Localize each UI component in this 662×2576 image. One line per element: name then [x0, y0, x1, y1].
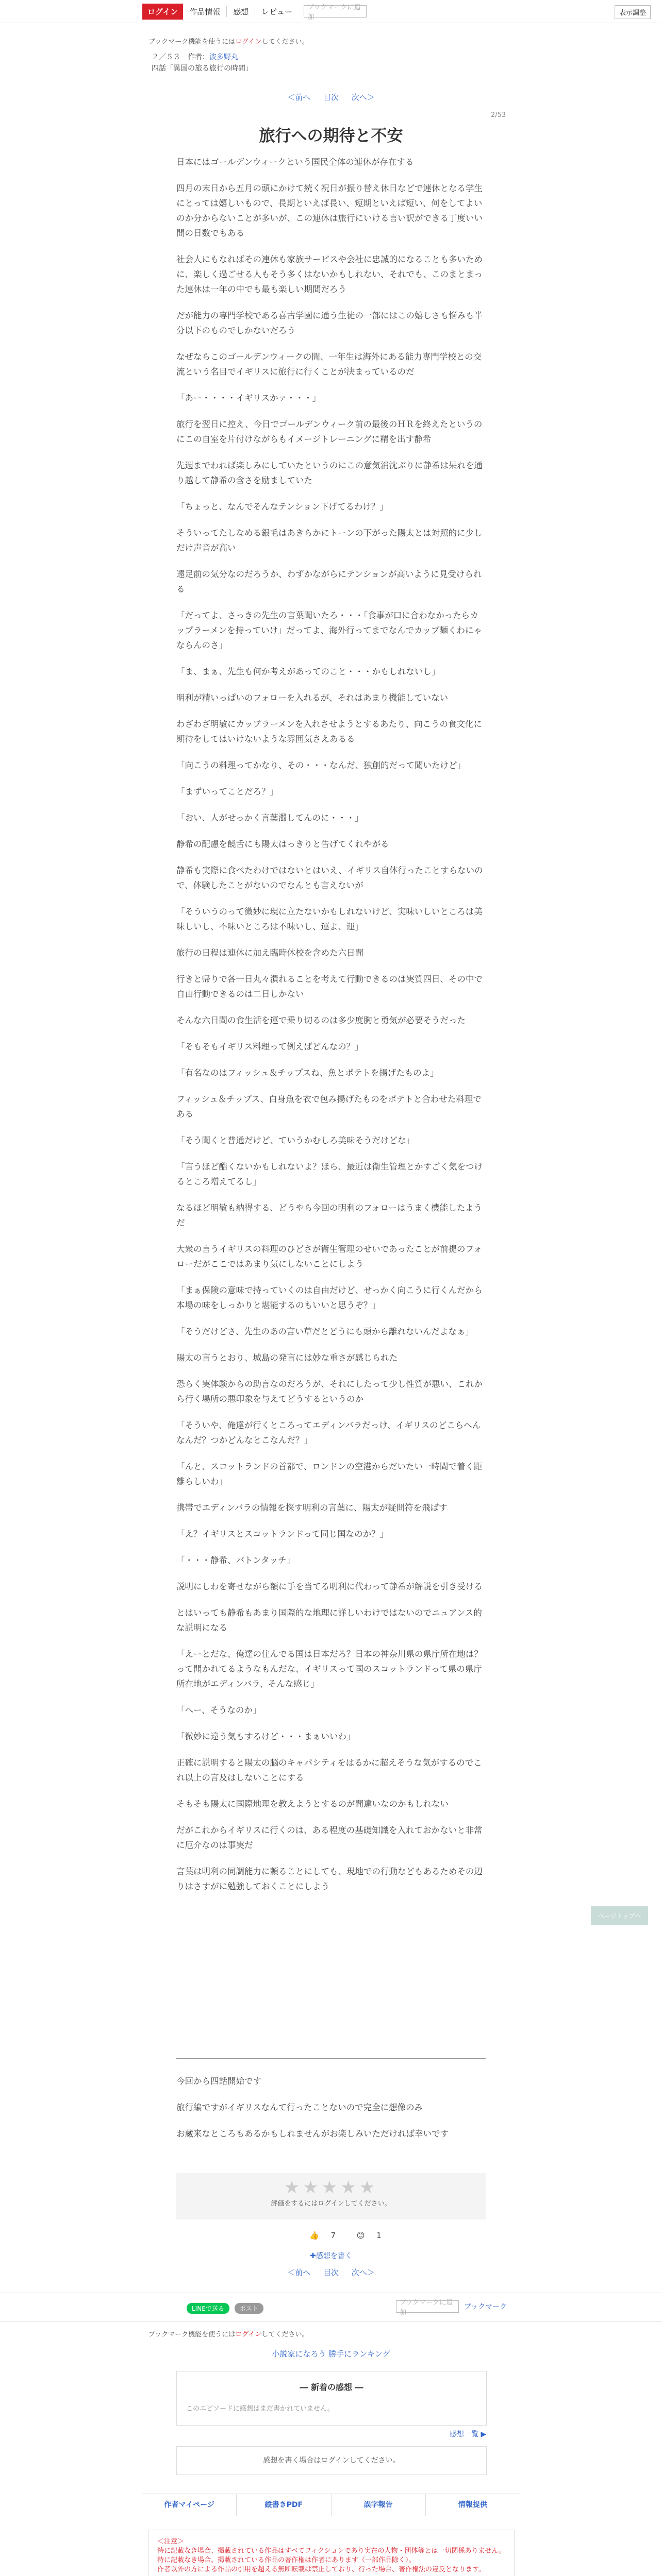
bookmark-add-input-bottom[interactable]: ブックマークに追加 [396, 2300, 459, 2313]
body-paragraph: 行きと帰りで各一日丸々潰れることを考えて行動できるのは実質四日、その中で自由行動できるのは二日しかない [176, 974, 483, 999]
body-paragraph: 「そうだけどさ、先生のあの言い草だとどうにも頭から離れないんだよなぁ」 [176, 1327, 474, 1336]
bookmark-login-note-bottom: ブックマーク機能を使うにはログインしてください。 [148, 2331, 309, 2338]
body-paragraph: フィッシュ＆チップス、白身魚を衣で包み揚げたものをポテトと合わせた料理である [176, 1094, 482, 1119]
body-paragraph: わざわざ明敏にカップラーメンを入れさせようとするあたり、向こうの食文化に期待をしてはいけないような雰囲気さえあるる [176, 719, 483, 744]
body-paragraph: 「ま、まぁ、先生も何か考えがあってのこと・・・かもしれないし」 [176, 667, 440, 676]
body-paragraph: 「言うほど酷くないかもしれないよ？ほら、最近は衛生管理とかすごく気をつけるところ増えてるし」 [176, 1162, 483, 1187]
bookmark-login-note: ブックマーク機能を使うにはログインしてください。 [148, 38, 309, 46]
thumbs-up-icon: 👍 [309, 2231, 319, 2240]
body-paragraph: 「おい、人がせっかく言葉濁してんのに・・・」 [176, 813, 363, 823]
pager-top [0, 92, 662, 103]
body-paragraph: 「まずいってことだろ？」 [176, 787, 278, 796]
bookmark-login-link[interactable]: ログイン [235, 38, 262, 46]
bookmark-link[interactable]: ブックマーク [464, 2303, 507, 2311]
reactions [309, 2231, 400, 2240]
author-menu [142, 2494, 520, 2516]
body-paragraph: 「あー・・・・イギリスかァ・・・」 [176, 393, 321, 403]
body-paragraph: 明利が精いっぱいのフォローを入れるが、それはあまり機能していない [176, 693, 449, 703]
ranking-link[interactable]: 小説家になろう 勝手にランキング [272, 2349, 390, 2359]
info-report-link[interactable]: 情報提供 [458, 2501, 487, 2509]
pager-bottom [0, 2267, 662, 2278]
novel-body [176, 155, 486, 1905]
body-paragraph: 言葉は明利の同調能力に頼ることにしても、現地での行動などもあるためその辺りはさすがに勉強しておくことにしよう [176, 1867, 483, 1891]
prev-link-bottom[interactable]: ＜前へ [287, 2268, 311, 2277]
afterword-paragraph: 旅行編ですがイギリスなんて行ったことないので完全に想像のみ [176, 2103, 423, 2112]
reviews-list-link[interactable]: 感想一覧 ▶ [450, 2430, 487, 2438]
author-mypage-link[interactable]: 作者マイページ [142, 2494, 237, 2516]
share-line-button[interactable]: LINEで送る [187, 2303, 229, 2314]
smile-icon: 😊 [356, 2231, 365, 2240]
login-button[interactable]: ログイン [142, 4, 183, 20]
new-reviews-title: ― 新着の感想 ― [300, 2382, 363, 2392]
body-paragraph: だがこれからイギリスに行くのは、ある程度の基礎知識を入れておかないと非常に厄介なのは事実だ [176, 1825, 483, 1850]
body-paragraph: 「有名なのはフィッシュ＆チップスね、魚とポテトを揚げたものよ」 [176, 1068, 439, 1078]
series-info: ２／５３ 作者：波多野丸 四話「異国の旅る旅行の時間」 [152, 52, 253, 74]
afterword-paragraph: 今回から四話開始です [176, 2076, 261, 2086]
notice-label: ＜注意＞ [157, 2538, 185, 2546]
body-paragraph: 「まぁ保険の意味で持っていくのは自由だけど、せっかく向こうに行くんだから本場の味をしっかりと堪能するのもいいと思うぞ？」 [176, 1285, 483, 1310]
thumbs-up-reaction[interactable]: 👍 7 [309, 2231, 336, 2240]
next-link-bottom[interactable]: 次へ＞ [351, 2268, 375, 2277]
chapter-title: 四話「異国の旅る旅行の時間」 [152, 64, 253, 73]
display-setting-button[interactable]: 表示調整 [615, 5, 651, 19]
body-paragraph: だが能力の専門学校である喜古学園に通う生徒の一部にはこの嬉しさも悩みも半分以下のものでしかないだろう [176, 311, 483, 335]
body-paragraph: 旅行の日程は連休に加え臨時休校を含めた六日間 [176, 948, 363, 958]
new-reviews-box [176, 2371, 487, 2426]
smile-reaction[interactable]: 😊 1 [356, 2231, 382, 2240]
body-paragraph: 社会人にもなればその連休も家族サービスや会社に忠誠的になることも多いために、楽しく過ごせる人もそう多くはないかもしれない、それでも、このまとまった連休は一年の中でも最も楽しい期間だろう [176, 255, 483, 294]
bookmark-add-input[interactable]: ブックマークに追加 [304, 5, 367, 18]
body-paragraph: そんな六日間の食生活を運で乗り切るのは多少度胸と勇気が必要そうだった [176, 1015, 466, 1025]
body-paragraph: 「微妙に違う気もするけど・・・まぁいいわ」 [176, 1732, 355, 1741]
body-paragraph: 「ちょっと、なんでそんなテンション下げてるわけ？」 [176, 502, 388, 512]
new-reviews-empty: このエピソードに感想はまだ書かれていません。 [186, 2405, 334, 2413]
vertical-pdf-link[interactable]: 縦書きPDF [237, 2494, 331, 2516]
review-login-note: 感想を書く場合はログインしてください。 [176, 2446, 487, 2475]
body-paragraph: 旅行を翌日に控え、今日でゴールデンウィーク前の最後のＨＲを終えたというのにこの自室を片付けながらもイメージトレーニングに精を出す静希 [176, 419, 483, 444]
body-paragraph: 「そういうのって微妙に現に立たないかもしれないけど、実味いしいところは美味しいし、不味いところは不味いし、運よ、運」 [176, 907, 483, 931]
nav-reviews[interactable]: レビュー [261, 7, 293, 16]
body-paragraph: そういってたしなめる銀毛はあきらかにトーンの下がった陽太とは対照的に少しだけ声音が高い [176, 528, 483, 553]
rating-note: 評価をするにはログインしてください。 [271, 2200, 391, 2208]
body-paragraph: 「えーとだな、俺達の住んでる国は日本だろ？日本の神奈川県の県庁所在地は？って聞かれてるようなもんだな、イギリスって国のスコットランドって県の県庁所在地がエディンバラ、そんな感じ」 [176, 1649, 483, 1689]
body-paragraph: 大衆の言うイギリスの料理のひどさが衛生管理のせいであったことが前提のフォローだがここではあまり気にしないことにしよう [176, 1244, 482, 1269]
afterword-paragraph: お蔵来なところもあるかもしれませんがお楽しみいただければ幸いです [176, 2129, 449, 2139]
afterword-divider [176, 2058, 486, 2059]
typo-report-link[interactable]: 誤字報告 [332, 2494, 426, 2516]
body-paragraph: 「へー、そうなのか」 [176, 1705, 261, 1715]
body-paragraph: なぜならこのゴールデンウィークの間、一年生は海外にある能力専門学校との交流という名目でイギリスに旅行に行くことが決まっているのだ [176, 352, 482, 377]
body-paragraph: 遠足前の気分なのだろうか、わずかながらにテンションが高いように見受けられる [176, 569, 482, 594]
nav-impressions[interactable]: 感想 [227, 6, 255, 17]
body-paragraph: 静希も実際に食べたわけではないとはいえ、イギリス自体行ったことすらないので、体験したことがないのでなんとも言えないが [176, 866, 483, 890]
body-paragraph: 「向こうの料理ってかなり、その・・・なんだ、独創的だって聞いたけど」 [176, 760, 466, 770]
prev-link[interactable]: ＜前へ [287, 93, 311, 102]
bookmark-login-link-bottom[interactable]: ログイン [235, 2331, 262, 2338]
index-link[interactable]: 目次 [323, 93, 339, 102]
notice-box: ＜注意＞ 特に記載なき場合、掲載されている作品はすべてフィクションであり実在の人物・団体等とは一切関係ありません。 特に記載なき場合、掲載されている作品の著作権は作者にあります（一部作品除く）。 作者以外の方による作品の引用を超える無断転載は禁止しており、行った場合、著作権法の違反となります。 [148, 2530, 515, 2576]
body-paragraph: 説明にしわを寄せながら額に手を当てる明利に代わって静希が解説を引き受ける [176, 1582, 483, 1591]
body-paragraph: とはいっても静希もあまり国際的な地理に詳しいわけではないのでニュアンス的な説明になる [176, 1608, 482, 1633]
rating-stars[interactable]: ★★★★★ [284, 2177, 378, 2198]
body-paragraph: 先週までわれば楽しみにしていたというのにこの意気消沈ぶりに静希は呆れを通り越して静希の含さを励ましていた [176, 461, 483, 485]
bookmark-row [396, 2299, 507, 2316]
nav-work-info[interactable]: 作品情報 [183, 6, 227, 17]
body-paragraph: 陽太の言うとおり、城島の発言には妙な重さが感じられた [176, 1353, 398, 1363]
body-paragraph: 恐らく実体験からの助言なのだろうが、それにしたって少し性質が悪い、これから行く場所の悪印象を与えてどうするというのか [176, 1379, 483, 1404]
body-paragraph: 四月の末日から五月の頭にかけて続く祝日が振り替え休日などで連休となる学生にとっては嬉しいもので、長期といえば長い、短期といえば短い、何をしてよいのか分からないことが多いが、この連休は旅行にいける言い訳ができる丁度いい間の日数でもある [176, 183, 483, 238]
body-paragraph: 「・・・静希、バトンタッチ」 [176, 1555, 295, 1565]
top-bar [0, 0, 662, 23]
body-paragraph: 「んと、スコットランドの首都で、ロンドンの空港からだいたい一時間で着く距離らしいわ」 [176, 1462, 483, 1486]
body-paragraph: 「そういや、俺達が行くところってエディンバラだっけ、イギリスのどこらへんなんだ？つかどんなとこなんだ？」 [176, 1420, 481, 1445]
share-row [187, 2303, 263, 2314]
body-paragraph: 日本にはゴールデンウィークという国民全体の連休が存在する [176, 157, 414, 167]
page-top-button[interactable]: ページトップへ [591, 1906, 648, 1925]
body-paragraph: 「そもそもイギリス料理って例えばどんなの？」 [176, 1042, 363, 1052]
episode-title: 旅行への期待と不安 [259, 127, 403, 145]
afterword [176, 2074, 486, 2153]
body-paragraph: 静希の配慮を饒舌にも陽太はっきりと告げてくれやがる [176, 839, 389, 849]
share-x-button[interactable]: ポスト [235, 2303, 263, 2314]
body-paragraph: なるほど明敏も納得する、どうやら今回の明利のフォローはうまく機能したようだ [176, 1203, 483, 1228]
body-paragraph: 正確に説明すると陽太の脳のキャパシティをはるかに超えそうな気がするのでこれ以上の言及はしないことにする [176, 1758, 482, 1783]
body-paragraph: 「だってよ、さっきの先生の言葉聞いたろ・・・「食事が口に合わなかったらカップラーメンを持っていけ」だってよ、海外行ってまでなんでカップ麺くわにゃならんのさ」 [176, 611, 482, 650]
rating-box [176, 2173, 486, 2219]
author-link[interactable]: 波多野丸 [209, 53, 238, 61]
next-link[interactable]: 次へ＞ [351, 93, 375, 102]
body-paragraph: 「え？イギリスとスコットランドって同じ国なのか？」 [176, 1529, 389, 1539]
body-paragraph: 携帯でエディンバラの情報を探す明利の言葉に、陽太が疑問符を飛ばす [176, 1503, 448, 1513]
page-number: 2/53 [491, 111, 506, 119]
body-paragraph: 「そう聞くと普通だけど、ていうかむしろ美味そうだけどな」 [176, 1136, 415, 1145]
index-link-bottom[interactable]: 目次 [323, 2268, 339, 2277]
body-paragraph: そもそも陽太に国際地理を教えようとするのが間違いなのかもしれない [176, 1799, 449, 1809]
write-review-link[interactable]: ✚感想を書く [310, 2252, 352, 2260]
